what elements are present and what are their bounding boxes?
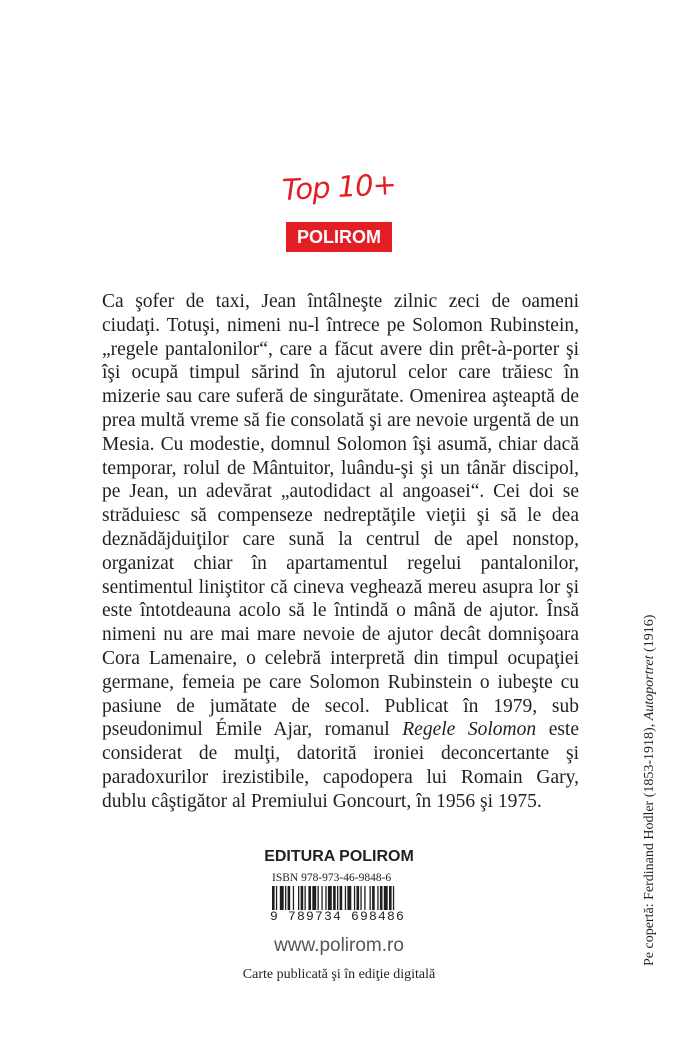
cover-credit (642, 615, 658, 966)
blurb-book-title: Regele Solomon (402, 719, 537, 741)
back-cover-blurb (102, 290, 579, 814)
barcode-bar (360, 886, 361, 910)
barcode-bar (308, 886, 311, 910)
cover-credit-work: Autoportret (642, 655, 657, 721)
barcode-bar (393, 886, 394, 910)
barcode-bar (325, 886, 326, 910)
barcode-bar (293, 886, 294, 910)
blurb-text-part2: este considerat de mulţi, datorită ironiei deconcertante şi paradoxurilor irezistibile, capodopera lui Romain Gary, dublu câştigător al Premiului Goncourt, în 1956 şi 1975. (102, 719, 580, 812)
barcode-bar (285, 886, 286, 910)
blurb-text-part1: Ca şofer de taxi, Jean întâlneşte zilnic zeci de oameni ciudaţi. Totuşi, nimeni nu-l întrece pe Solomon Rubinstein, „regele pantalonilor“, care a făcut avere din prêt-à-porter şi îşi ocupă timpul sărind în ajutorul celor care trăiesc în mizerie sau care suferă de singurătate. Omenirea aşteaptă de prea multă vreme să fie consolată şi are nevoie urgentă de un Mesia. Cu modestie, domnul Solomon îşi asumă, chiar dacă temporar, rolul de Mântuitor, luându-şi şi un tânăr discipol, pe Jean, un adevărat „autodidact al angoasei“. Cei doi se străduiesc să compenseze nedreptăţile vieţii şi să le dea deznădăjduiţilor care sună la centrul de apel nonstop, organizat chiar în apartamentul regelui pantalonilor, sentimentul liniştitor că cineva veghează mereu asupra lor şi este întotdeauna acolo să le întindă o mână de ajutor. Însă nimeni nu are mai mare nevoie de ajutor decât domnişoara Cora Lamenaire, o celebră interpretă din timpul ocupaţiei germane, femeia pe care Solomon Rubinstein o iubeşte cu pasiune de jumătate de secol. Publicat în 1979, sub pseudonimul Émile Ajar, romanul (102, 291, 579, 741)
barcode-digits: 9 789734 698486 (270, 909, 406, 924)
website-link[interactable]: www.polirom.ro (274, 935, 404, 956)
cover-credit-prefix: Pe copertă: Ferdinand Hodler (1853-1918), (642, 720, 657, 966)
barcode-bar (298, 886, 299, 910)
barcode (270, 886, 440, 910)
digital-edition-note: Carte publicată şi în ediţie digitală (242, 967, 436, 982)
barcode-bar (280, 886, 284, 910)
barcode-bar (380, 886, 383, 910)
barcode-bar (301, 886, 304, 910)
isbn-label: ISBN 978-973-46-9848-6 (272, 872, 392, 884)
barcode-bar (357, 886, 360, 910)
barcode-bar (389, 886, 392, 910)
barcode-bar (337, 886, 338, 910)
barcode-bar (288, 886, 291, 910)
barcode-bar (305, 886, 306, 910)
barcode-bar (377, 886, 378, 910)
series-logo: Top 10+ (281, 167, 397, 207)
publisher-name: EDITURA POLIROM (264, 848, 414, 865)
barcode-bar (328, 886, 332, 910)
barcode-bar (384, 886, 388, 910)
barcode-bar (318, 886, 319, 910)
barcode-bar (312, 886, 316, 910)
barcode-bar (354, 886, 355, 910)
barcode-bar (364, 886, 365, 910)
publisher-logo-box: POLIROM (286, 222, 392, 252)
cover-credit-suffix: (1916) (642, 614, 657, 656)
barcode-bar (333, 886, 336, 910)
barcode-bar (370, 886, 371, 910)
barcode-bar (321, 886, 322, 910)
barcode-bar (272, 886, 275, 910)
barcode-bar (276, 886, 277, 910)
barcode-bar (347, 886, 351, 910)
barcode-bar (345, 886, 346, 910)
barcode-bar (340, 886, 343, 910)
barcode-bar (372, 886, 375, 910)
